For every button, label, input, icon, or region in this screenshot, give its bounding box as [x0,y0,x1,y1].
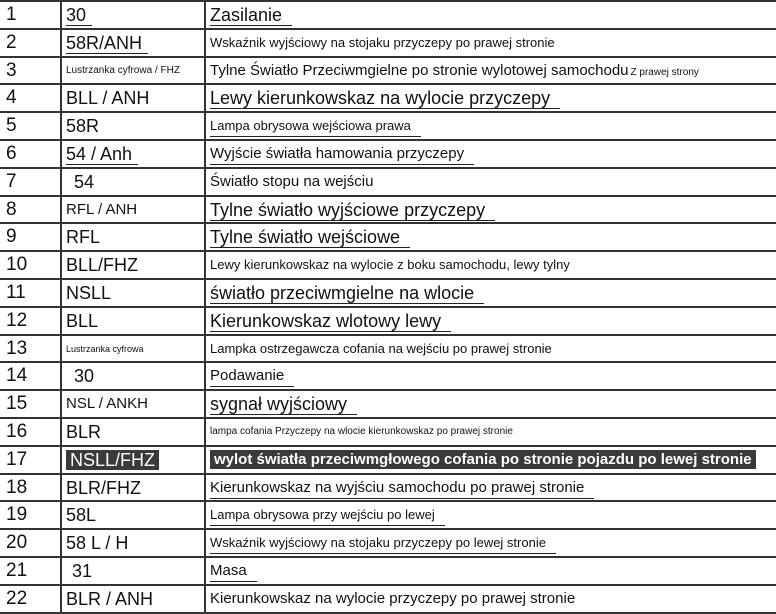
table-row [0,530,776,558]
signal-description-text: Lampa obrysowa przy wejściu po lewej [210,505,445,526]
signal-code [62,30,206,56]
signal-code [62,141,206,167]
signal-description-text: Tylne światło wejściowe [210,227,410,248]
signal-code-text: BLL [66,310,99,331]
pin-number: 9 [0,224,62,250]
signal-code [62,447,206,473]
signal-description [206,475,776,501]
signal-description [206,58,776,84]
signal-code [62,419,206,445]
signal-description-text: Wyjście światła hamowania przyczepy [210,144,474,165]
pin-number: 19 [0,502,62,528]
pin-number: 20 [0,530,62,556]
signal-description-text: Światło stopu na wejściu [210,172,374,190]
pin-number: 17 [0,447,62,473]
signal-description-text: Wskaźnik wyjściowy na stojaku przyczepy po lewej stronie [210,533,556,554]
table-row [0,391,776,419]
signal-description [206,363,776,389]
table-row [0,58,776,86]
pin-number: 11 [0,280,62,306]
signal-code-text: BLL/FHZ [66,255,139,276]
signal-code [62,2,206,28]
table-row [0,419,776,447]
signal-description-text: lampa cofania Przyczepy na wlocie kierunkowskaz po prawej stronie [210,425,513,437]
table-row [0,30,776,58]
signal-code [62,58,206,84]
table-row [0,113,776,141]
signal-description [206,308,776,334]
signal-code [62,363,206,389]
signal-code [62,391,206,417]
signal-code-text: 31 [72,560,93,581]
signal-description-text: Kierunkowskaz na wyjściu samochodu po prawej stronie [210,478,594,499]
signal-code [62,502,206,528]
signal-description [206,336,776,362]
signal-description-text: Podawanie [210,366,294,387]
signal-description [206,113,776,139]
signal-description [206,30,776,56]
table-row [0,558,776,586]
pin-number: 8 [0,197,62,223]
pin-number: 6 [0,141,62,167]
signal-description-text: Lewy kierunkowskaz na wylocie przyczepy [210,88,560,109]
signal-code-text: 30 [74,366,95,387]
signal-code [62,475,206,501]
signal-code [62,308,206,334]
signal-description-text: Lewy kierunkowskaz na wylocie z boku samochodu, lewy tylny [210,257,570,273]
signal-description-text: Tylne Światło Przeciwmgielne po stronie wylotowej samochodu [210,61,629,79]
pin-number: 4 [0,85,62,111]
signal-code [62,336,206,362]
table-row [0,586,776,614]
signal-description [206,586,776,612]
table-row [0,475,776,503]
pin-number: 21 [0,558,62,584]
table-row [0,141,776,169]
pin-number: 18 [0,475,62,501]
table-row [0,224,776,252]
signal-description [206,558,776,584]
signal-description-text: sygnał wyjściowy [210,394,357,415]
table-row [0,280,776,308]
signal-code-text: 58R/ANH [66,33,148,54]
signal-code-text: NSLL [66,282,112,303]
signal-code [62,530,206,556]
signal-description-text: Wskaźnik wyjściowy na stojaku przyczepy po prawej stronie [210,34,555,50]
signal-description-text: Tylne światło wyjściowe przyczepy [210,200,495,221]
signal-description [206,252,776,278]
signal-code-text: BLR / ANH [66,588,154,609]
signal-code [62,586,206,612]
signal-description [206,197,776,223]
signal-code-text: 58R [66,116,100,137]
pin-number: 3 [0,58,62,84]
pin-number: 14 [0,363,62,389]
table-row [0,252,776,280]
signal-description [206,502,776,528]
signal-description [206,419,776,445]
signal-code-text: BLR [66,421,102,442]
pin-number: 15 [0,391,62,417]
signal-code-text: Lustrzanka cyfrowa [66,343,144,354]
signal-code-text: RFL [66,227,101,248]
signal-code [62,558,206,584]
signal-description [206,169,776,195]
signal-code-text: 54 [74,171,95,192]
pin-number: 5 [0,113,62,139]
signal-code [62,224,206,250]
signal-description-text: Kierunkowskaz wlotowy lewy [210,311,451,332]
signal-code-text: Lustrzanka cyfrowa / FHZ [66,64,180,76]
signal-code-text: 58L [66,505,97,526]
pin-number: 12 [0,308,62,334]
table-row [0,2,776,30]
signal-description [206,530,776,556]
signal-description [206,224,776,250]
signal-description-text: światło przeciwmgielne na wlocie [210,283,484,304]
table-row [0,169,776,197]
signal-description-text: Masa [210,561,257,582]
signal-code [62,85,206,111]
signal-code-text: RFL / ANH [66,200,138,218]
signal-description-text: Zasilanie [210,5,292,26]
signal-description-text: Lampka ostrzegawcza cofania na wejściu po prawej stronie [210,340,552,356]
signal-description [206,280,776,306]
pin-number: 13 [0,336,62,362]
pin-number: 16 [0,419,62,445]
pin-number: 7 [0,169,62,195]
signal-code-text: BLL / ANH [66,88,150,109]
pin-number: 2 [0,30,62,56]
signal-description [206,2,776,28]
signal-code-text: 54 / Anh [66,144,138,165]
signal-description-text: wylot światła przeciwmgłowego cofania po stronie pojazdu po lewej stronie [210,450,756,469]
signal-code-text: BLR/FHZ [66,477,142,498]
pin-number: 10 [0,252,62,278]
signal-description [206,141,776,167]
table-row [0,336,776,364]
signal-code [62,197,206,223]
table-row [0,363,776,391]
signal-description-text: Kierunkowskaz na wylocie przyczepy po prawej stronie [210,589,576,607]
pin-number: 1 [0,2,62,28]
signal-description [206,85,776,111]
table-row [0,502,776,530]
signal-description-text: Lampa obrysowa wejściowa prawa [210,116,421,137]
signal-code-text: 30 [66,5,92,26]
pin-number: 22 [0,586,62,612]
signal-code-text: NSLL/FHZ [66,450,159,470]
signal-description-note: Z prawej strony [630,66,699,78]
signal-code-text: 58 L / H [66,533,129,554]
signal-description [206,447,776,473]
table-row [0,447,776,475]
table-row [0,197,776,225]
signal-description [206,391,776,417]
signal-code [62,280,206,306]
signal-code [62,252,206,278]
signal-code [62,169,206,195]
table-row [0,308,776,336]
signal-code-text: NSL / ANKH [66,395,148,413]
table-row [0,85,776,113]
signal-code [62,113,206,139]
